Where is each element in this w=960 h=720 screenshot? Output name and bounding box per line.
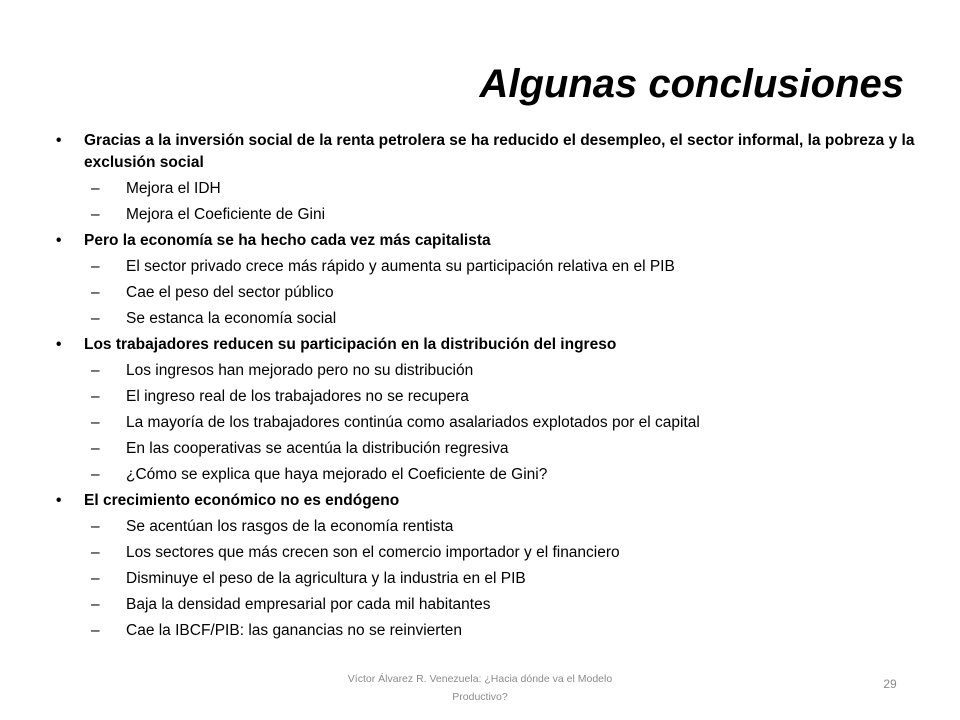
sub-bullet-marker: – bbox=[91, 596, 100, 613]
sub-bullet-marker: – bbox=[91, 362, 100, 379]
sub-bullet-item bbox=[56, 178, 916, 200]
sub-bullet-item bbox=[56, 386, 916, 408]
bullet-item bbox=[56, 130, 916, 174]
sub-bullet-marker: – bbox=[91, 466, 100, 483]
sub-bullet-text: Mejora el IDH bbox=[126, 180, 221, 197]
sub-bullet-item bbox=[56, 256, 916, 278]
sub-bullet-text: Cae la IBCF/PIB: las ganancias no se reinvierten bbox=[126, 622, 463, 639]
sub-bullet-item bbox=[56, 516, 916, 538]
sub-bullet-marker: – bbox=[91, 310, 100, 327]
sub-bullet-item bbox=[56, 438, 916, 460]
sub-bullet-item bbox=[56, 360, 916, 382]
sub-bullet-marker: – bbox=[91, 518, 100, 535]
sub-bullet-text: Se estanca la economía social bbox=[126, 310, 337, 327]
sub-bullet-marker: – bbox=[91, 180, 100, 197]
sub-bullet-item bbox=[56, 282, 916, 304]
bullet-marker: • bbox=[56, 336, 62, 353]
sub-bullet-text: ¿Cómo se explica que haya mejorado el Coeficiente de Gini? bbox=[126, 466, 548, 483]
sub-bullet-text: El sector privado crece más rápido y aumenta su participación relativa en el PIB bbox=[126, 258, 675, 275]
sub-bullet-text: Baja la densidad empresarial por cada mil habitantes bbox=[126, 596, 491, 613]
sub-bullet-item bbox=[56, 204, 916, 226]
slide-title: Algunas conclusiones bbox=[479, 62, 904, 106]
sub-bullet-marker: – bbox=[91, 414, 100, 431]
sub-bullet-item bbox=[56, 412, 916, 434]
sub-bullet-marker: – bbox=[91, 570, 100, 587]
sub-bullet-text: Mejora el Coeficiente de Gini bbox=[126, 206, 326, 223]
page-number: 29 bbox=[883, 677, 897, 691]
sub-bullet-text: La mayoría de los trabajadores continúa como asalariados explotados por el capital bbox=[126, 414, 700, 431]
sub-bullet-marker: – bbox=[91, 544, 100, 561]
sub-bullet-text: Disminuye el peso de la agricultura y la industria en el PIB bbox=[126, 570, 526, 587]
sub-bullet-marker: – bbox=[91, 440, 100, 457]
bullet-marker: • bbox=[56, 232, 62, 249]
bullet-text: Gracias a la inversión social de la renta petrolera se ha reducido el desempleo, el sector informal, la pobreza y la exclusión social bbox=[84, 132, 915, 171]
sub-bullet-marker: – bbox=[91, 284, 100, 301]
sub-bullet-text: Los ingresos han mejorado pero no su distribución bbox=[126, 362, 474, 379]
bullet-text: Pero la economía se ha hecho cada vez más capitalista bbox=[84, 232, 491, 249]
sub-bullet-text: Se acentúan los rasgos de la economía rentista bbox=[126, 518, 454, 535]
bullet-marker: • bbox=[56, 132, 62, 149]
sub-bullet-text: El ingreso real de los trabajadores no se recupera bbox=[126, 388, 469, 405]
sub-bullet-text: Los sectores que más crecen son el comercio importador y el financiero bbox=[126, 544, 620, 561]
sub-bullet-marker: – bbox=[91, 388, 100, 405]
sub-bullet-item bbox=[56, 464, 916, 486]
sub-bullet-item bbox=[56, 542, 916, 564]
bullet-item bbox=[56, 334, 916, 356]
sub-bullet-text: En las cooperativas se acentúa la distribución regresiva bbox=[126, 440, 509, 457]
bullet-item bbox=[56, 230, 916, 252]
bullet-list bbox=[56, 126, 916, 646]
sub-bullet-marker: – bbox=[91, 206, 100, 223]
footer-text: Víctor Álvarez R. Venezuela: ¿Hacia dónde va el Modelo Productivo? bbox=[347, 673, 613, 703]
sub-bullet-text: Cae el peso del sector público bbox=[126, 284, 334, 301]
bullet-marker: • bbox=[56, 492, 62, 509]
sub-bullet-item bbox=[56, 620, 916, 642]
bullet-text: Los trabajadores reducen su participación en la distribución del ingreso bbox=[84, 336, 617, 353]
sub-bullet-marker: – bbox=[91, 622, 100, 639]
sub-bullet-marker: – bbox=[91, 258, 100, 275]
sub-bullet-item bbox=[56, 568, 916, 590]
sub-bullet-item bbox=[56, 594, 916, 616]
sub-bullet-item bbox=[56, 308, 916, 330]
bullet-item bbox=[56, 490, 916, 512]
bullet-text: El crecimiento económico no es endógeno bbox=[84, 492, 400, 509]
